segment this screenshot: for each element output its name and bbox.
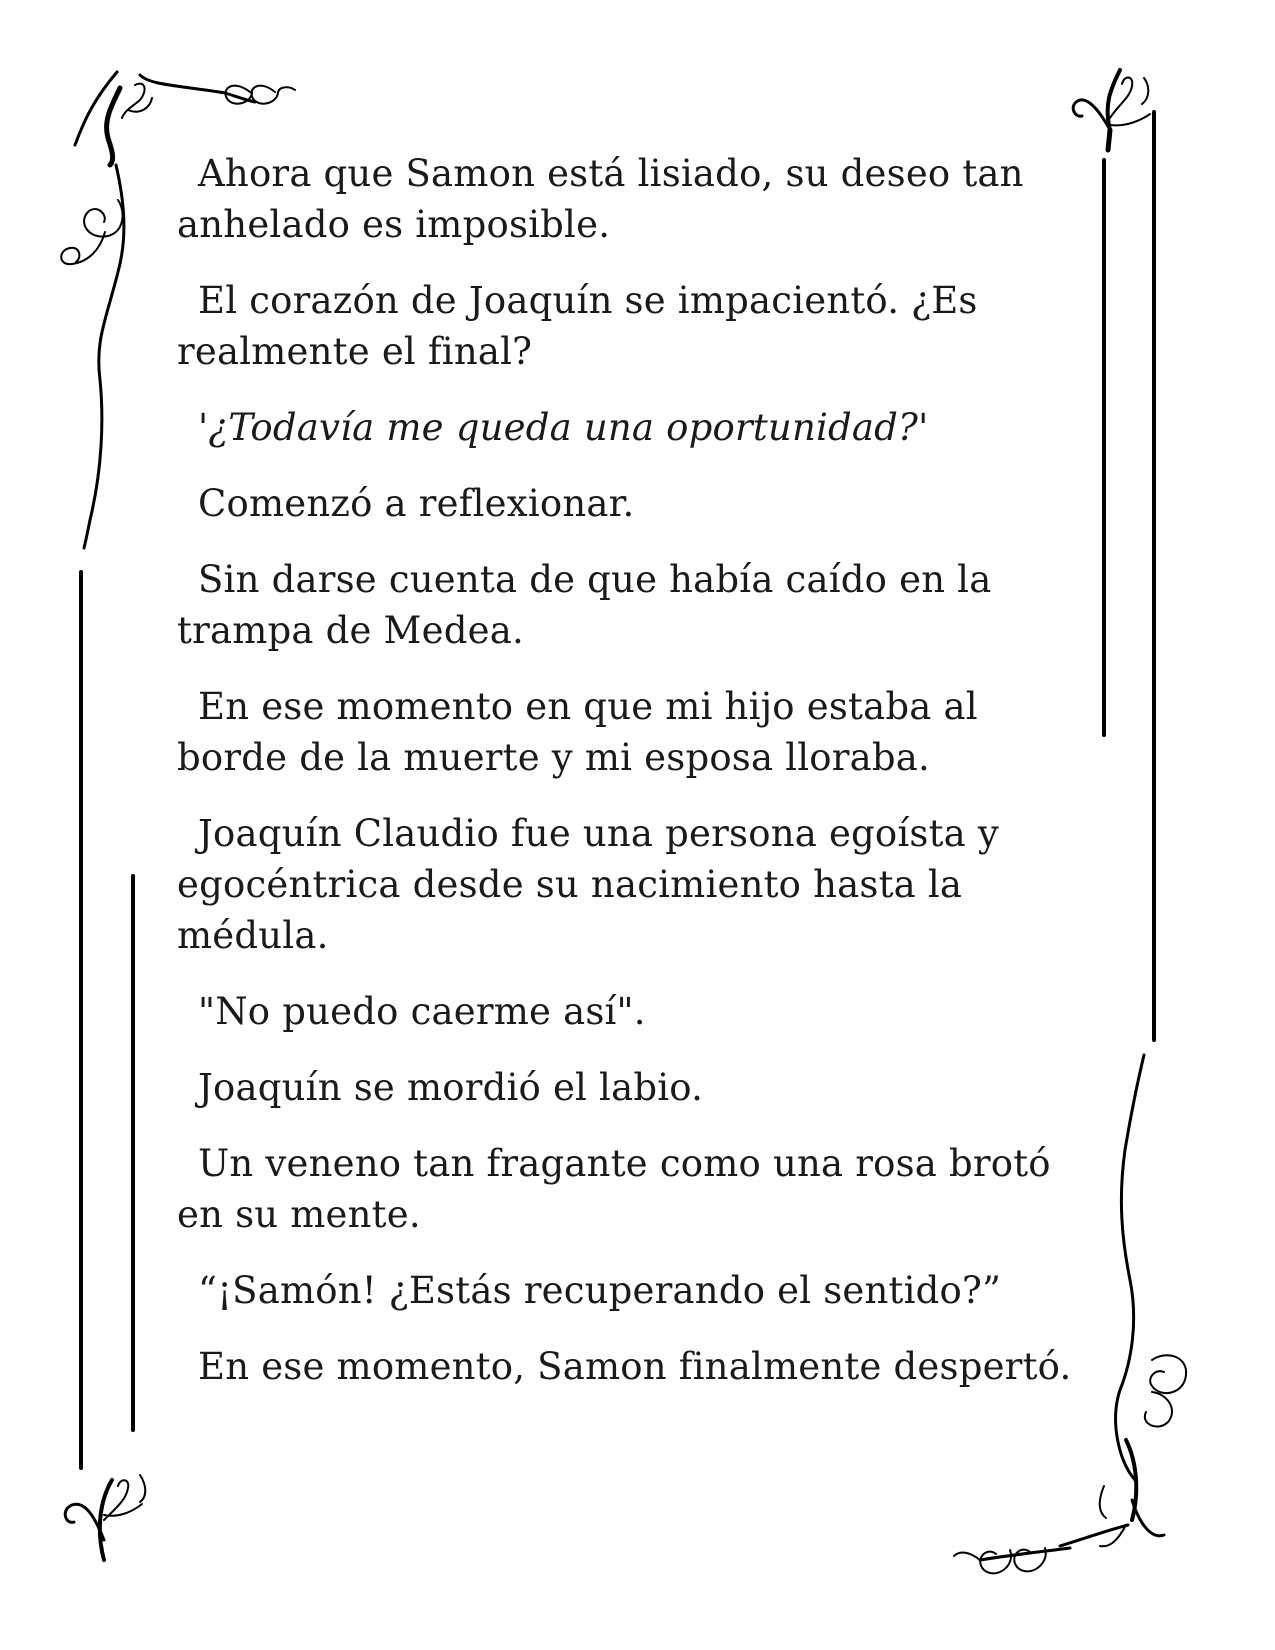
- paragraph-thought: '¿Todavía me queda una oportunidad?': [198, 406, 929, 449]
- paragraph: Comenzó a reflexionar.: [198, 482, 635, 525]
- paragraph: Joaquín se mordió el labio.: [198, 1066, 704, 1109]
- bottom-left-flourish: [65, 1475, 145, 1560]
- paragraph: Ahora que Samon está lisiado, su deseo tan anhelado es imposible.: [177, 152, 1024, 246]
- top-right-flourish: [1073, 70, 1154, 1040]
- paragraph-dialogue: “¡Samón! ¿Estás recuperando el sentido?”: [198, 1269, 1002, 1312]
- paragraph: Joaquín Claudio fue una persona egoísta y egocéntrica desde su nacimiento hasta la médula.: [177, 812, 1000, 957]
- paragraph: En ese momento, Samon finalmente despertó.: [198, 1345, 1072, 1388]
- story-text: [177, 148, 1077, 1417]
- paragraph: El corazón de Joaquín se impacientó. ¿Es realmente el final?: [177, 279, 978, 373]
- paragraph: Sin darse cuenta de que había caído en la trampa de Medea.: [177, 558, 992, 652]
- paragraph: Un veneno tan fragante como una rosa brotó en su mente.: [177, 1142, 1051, 1236]
- paragraph: En ese momento en que mi hijo estaba al borde de la muerte y mi esposa lloraba.: [177, 685, 978, 779]
- paragraph-dialogue: "No puedo caerme así".: [198, 990, 646, 1033]
